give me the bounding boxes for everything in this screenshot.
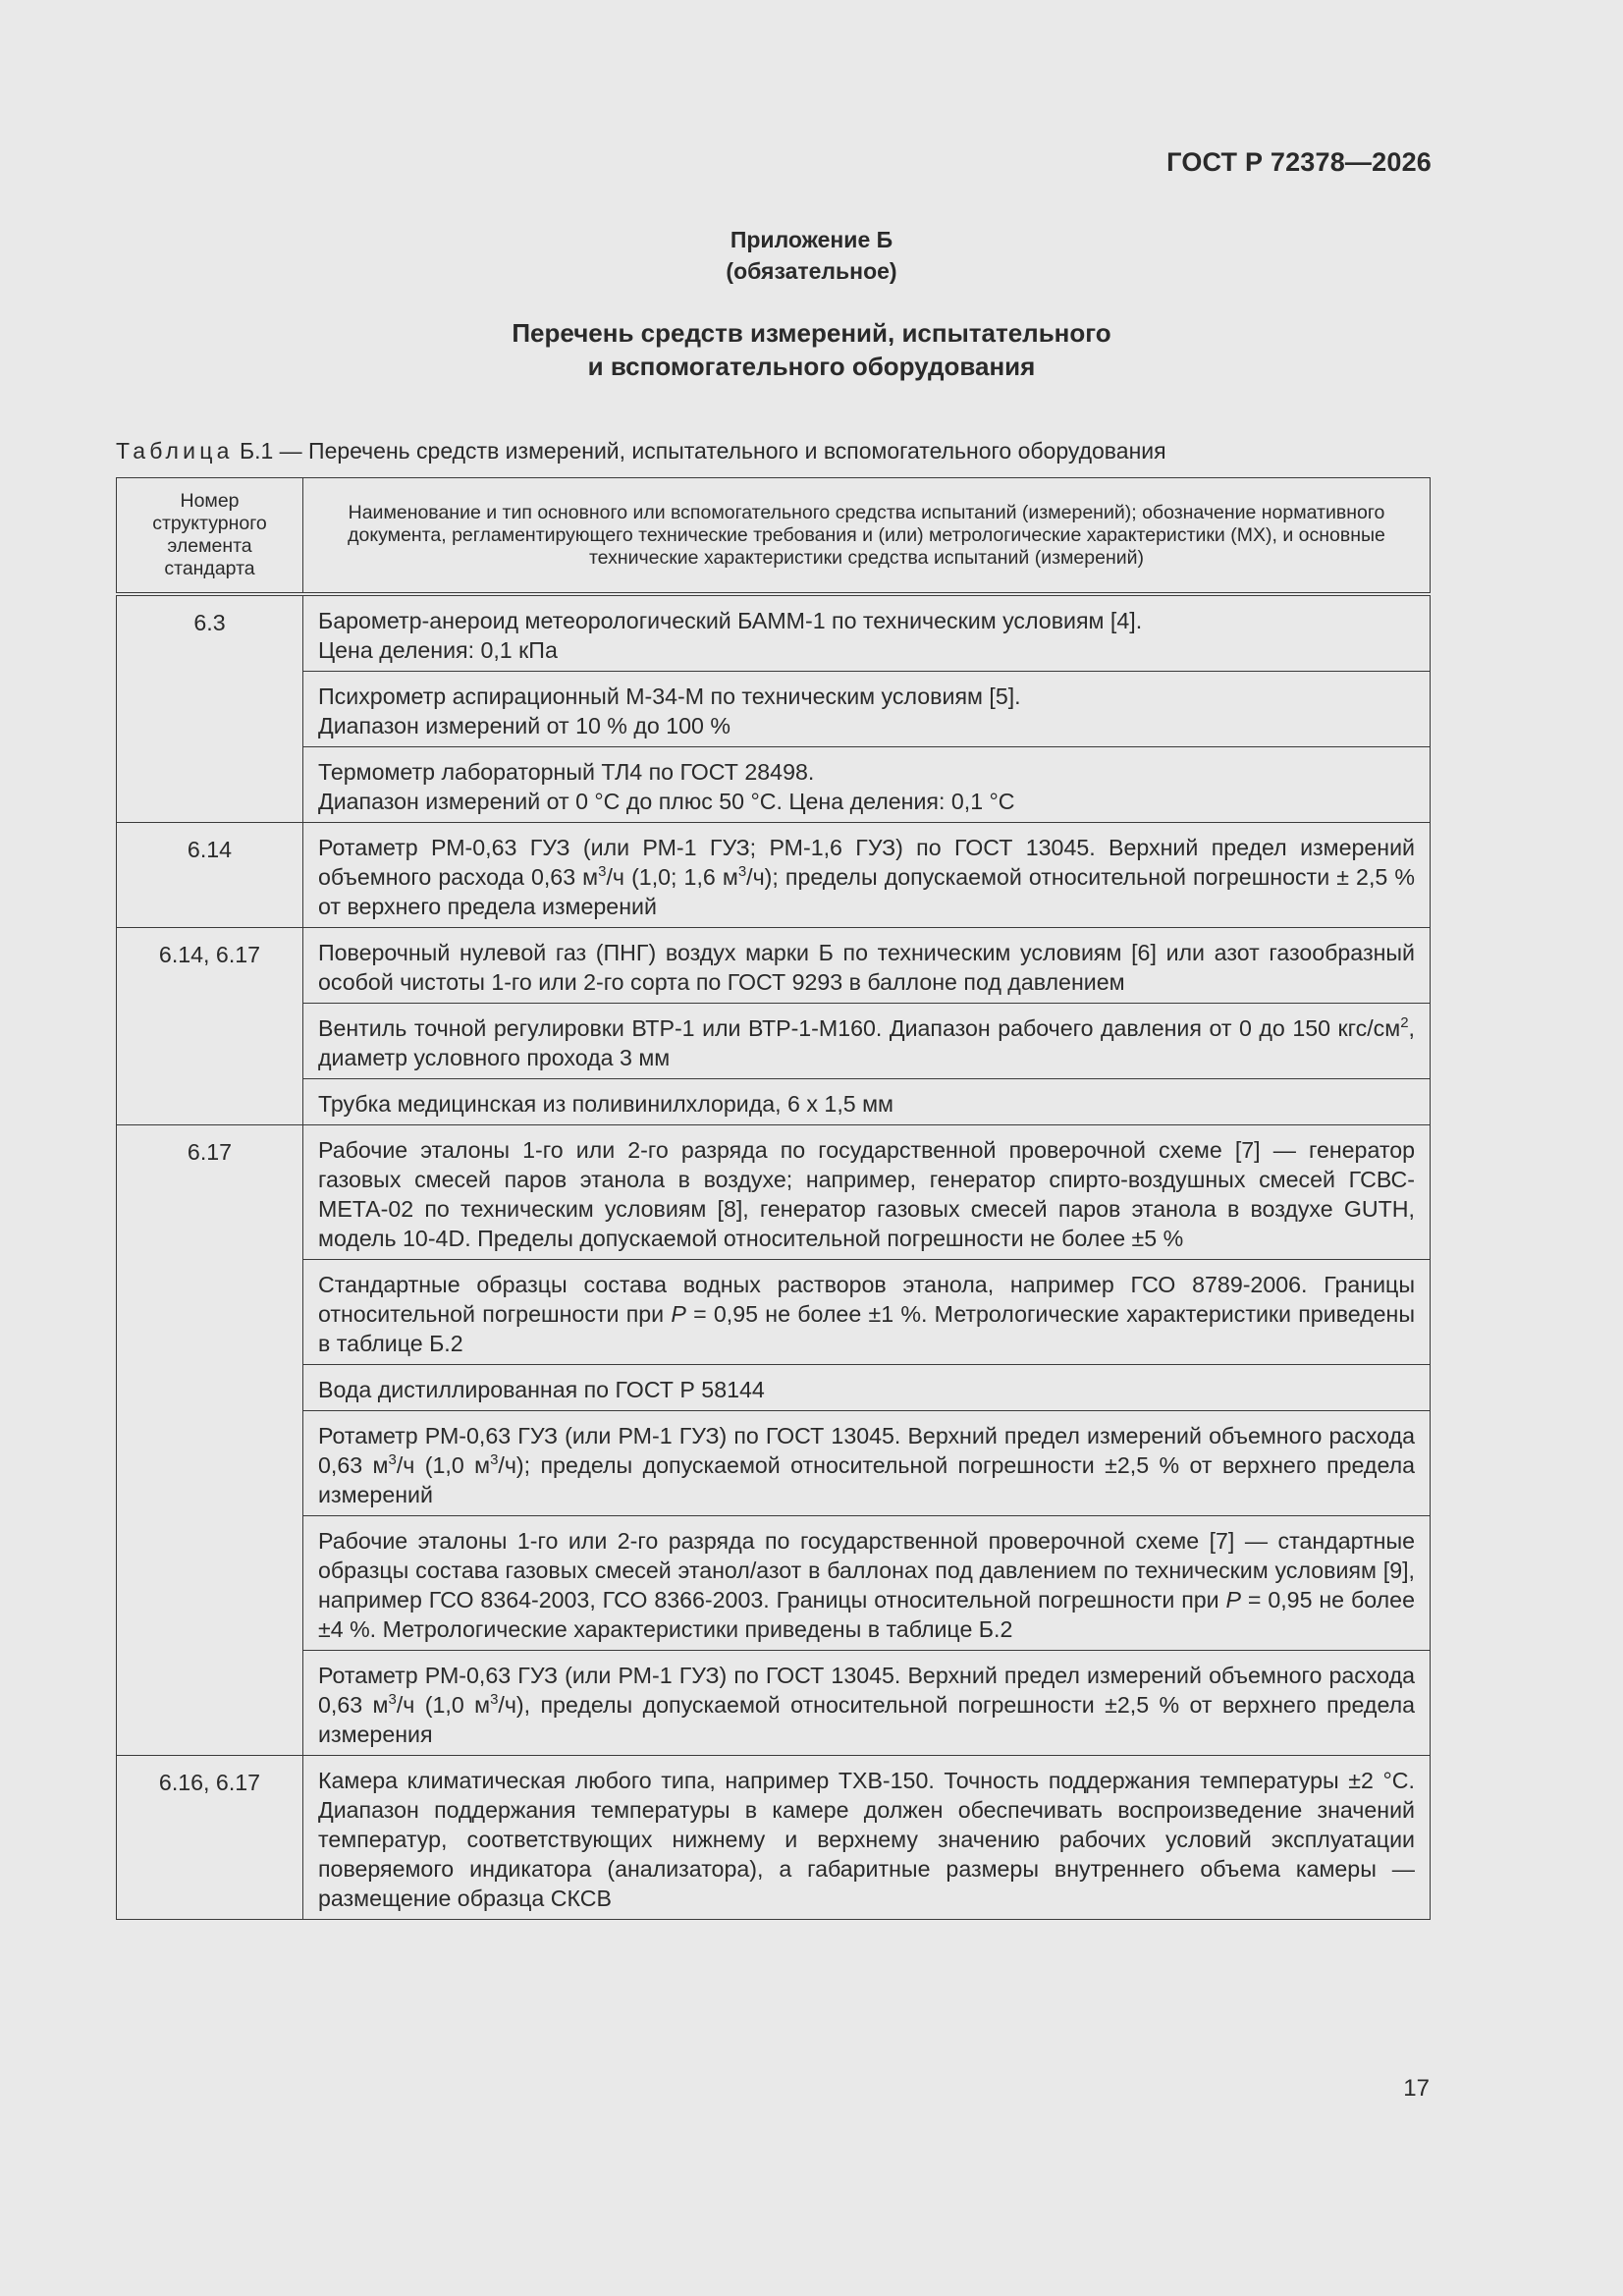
row-description-cell	[303, 1516, 1431, 1651]
description-line: Психрометр аспирационный М-34-М по техническим условиям [5].	[318, 683, 1021, 709]
superscript: 3	[598, 863, 607, 880]
table-row	[117, 594, 1431, 672]
superscript: 3	[490, 1691, 499, 1708]
row-description-cell	[303, 1004, 1431, 1079]
row-description-cell: Трубка медицинская из поливинилхлорида, 6 х 1,5 мм	[303, 1079, 1431, 1125]
row-description-cell	[303, 1651, 1431, 1756]
table-header-row	[117, 478, 1431, 595]
description-text: /ч (1,0; 1,6 м	[606, 864, 738, 890]
row-number-cell: 6.14	[117, 823, 303, 928]
table-row	[117, 1651, 1431, 1756]
table-row	[117, 1260, 1431, 1365]
description-line: Барометр-анероид метеорологический БАММ-1 по техническим условиям [4].	[318, 608, 1143, 633]
appendix-heading	[0, 224, 1623, 287]
description-line: Диапазон измерений от 0 °С до плюс 50 °С. Цена деления: 0,1 °С	[318, 789, 1015, 814]
row-description-cell: Поверочный нулевой газ (ПНГ) воздух марки Б по техническим условиям [6] или азот газообразный особой чистоты 1-го или 2-го сорта по ГОСТ 9293 в баллоне под давлением	[303, 928, 1431, 1004]
row-description-cell	[303, 594, 1431, 672]
row-description-cell: Рабочие эталоны 1-го или 2-го разряда по государственной проверочной схеме [7] — генератор газовых смесей паров этанола в воздухе; например, генератор спирто-воздушных смесей ГСВС-МЕТА-02 по техническим условиям [8], генератор газовых смесей паров этанола в воздухе GUTH, модель 10-4D. Пределы допускаемой относительной погрешности не более ±5 %	[303, 1125, 1431, 1260]
table-row	[117, 928, 1431, 1004]
appendix-title-line-2: и вспомогательного оборудования	[587, 352, 1036, 381]
row-description-cell	[303, 1411, 1431, 1516]
table-row	[117, 747, 1431, 823]
description-text: /ч (1,0 м	[396, 1452, 491, 1478]
appendix-status: (обязательное)	[726, 258, 897, 284]
description-text: = 0,95 не более ±4 %. Метрологические характеристики приведены в таблице Б.2	[318, 1587, 1415, 1642]
row-description-cell: Вода дистиллированная по ГОСТ Р 58144	[303, 1365, 1431, 1411]
superscript: 3	[388, 1451, 397, 1468]
row-number-cell: 6.14, 6.17	[117, 928, 303, 1125]
table-caption-text: Б.1 — Перечень средств измерений, испытательного и вспомогательного оборудования	[233, 438, 1166, 464]
description-text: = 0,95 не более ±1 %. Метрологические характеристики приведены в таблице Б.2	[318, 1301, 1415, 1356]
table-row	[117, 1411, 1431, 1516]
description-line: Термометр лабораторный ТЛ4 по ГОСТ 28498.	[318, 759, 815, 785]
row-number-cell: 6.16, 6.17	[117, 1756, 303, 1920]
superscript: 3	[388, 1691, 397, 1708]
description-text: Вентиль точной регулировки ВТР-1 или ВТР-1-М160. Диапазон рабочего давления от 0 до 150 кгс/см	[318, 1015, 1401, 1041]
table-row	[117, 1756, 1431, 1920]
row-description-cell	[303, 747, 1431, 823]
description-text: Ротаметр РМ-0,63 ГУЗ (или РМ-1 ГУЗ; РМ-1,6 ГУЗ) по ГОСТ 13045. Верхний предел измерений объемного расхода 0,63 м	[318, 835, 1415, 890]
table-row	[117, 823, 1431, 928]
appendix-title	[0, 316, 1623, 383]
column-header-number: Номер структурного элемента стандарта	[117, 478, 303, 595]
superscript: 2	[1400, 1014, 1409, 1031]
description-text: /ч (1,0 м	[396, 1692, 491, 1718]
description-text: Ротаметр РМ-0,63 ГУЗ (или РМ-1 ГУЗ) по ГОСТ 13045. Верхний предел измерений объемного расхода 0,63 м	[318, 1423, 1415, 1478]
row-description-cell	[303, 823, 1431, 928]
description-text: , диаметр условного прохода 3 мм	[318, 1015, 1415, 1070]
table-row	[117, 672, 1431, 747]
row-description-cell	[303, 1260, 1431, 1365]
appendix-title-line-1: Перечень средств измерений, испытательного	[512, 318, 1111, 348]
table-caption	[116, 436, 1166, 465]
probability-symbol: Р	[671, 1301, 686, 1327]
table-caption-lead: Таблица	[116, 438, 234, 464]
row-number-cell: 6.3	[117, 594, 303, 823]
column-header-description: Наименование и тип основного или вспомогательного средства испытаний (измерений); обозначение нормативного документа, регламентирующего технические требования и (или) метрологические характеристики (МХ), и основные технические характеристики средства испытаний (измерений)	[303, 478, 1431, 595]
description-text: Ротаметр РМ-0,63 ГУЗ (или РМ-1 ГУЗ) по ГОСТ 13045. Верхний предел измерений объемного расхода 0,63 м	[318, 1663, 1415, 1718]
description-text: /ч), пределы допускаемой относительной погрешности ±2,5 % от верхнего предела измерения	[318, 1692, 1415, 1747]
description-text: Рабочие эталоны 1-го или 2-го разряда по государственной проверочной схеме [7] — стандартные образцы состава газовых смесей этанол/азот в баллонах под давлением по техническим условиям [9], например ГСО 8364-2003, ГСО 8366-2003. Границы относительной погрешности при	[318, 1528, 1415, 1613]
table-row	[117, 1079, 1431, 1125]
table-row	[117, 1004, 1431, 1079]
superscript: 3	[490, 1451, 499, 1468]
page-number: 17	[1403, 2075, 1430, 2102]
row-description-cell: Камера климатическая любого типа, например ТХВ-150. Точность поддержания температуры ±2 °С. Диапазон поддержания температуры в камере должен обеспечивать воспроизведение значений температур, соответствующих нижнему и верхнему значению рабочих условий эксплуатации поверяемого индикатора (анализатора), а габаритные размеры внутреннего объема камеры — размещение образца СКСВ	[303, 1756, 1431, 1920]
document-code: ГОСТ Р 72378—2026	[1166, 147, 1432, 177]
appendix-label: Приложение Б	[730, 227, 893, 252]
description-text: /ч); пределы допускаемой относительной погрешности ± 2,5 % от верхнего предела измерений	[318, 864, 1415, 919]
description-text: Стандартные образцы состава водных растворов этанола, например ГСО 8789-2006. Границы относительной погрешности при	[318, 1272, 1415, 1327]
superscript: 3	[737, 863, 747, 880]
row-number-cell: 6.17	[117, 1125, 303, 1756]
table-row	[117, 1516, 1431, 1651]
probability-symbol: Р	[1225, 1587, 1241, 1613]
row-description-cell	[303, 672, 1431, 747]
table-row	[117, 1365, 1431, 1411]
description-line: Диапазон измерений от 10 % до 100 %	[318, 713, 730, 738]
table-row	[117, 1125, 1431, 1260]
equipment-table	[116, 477, 1431, 1920]
description-text: /ч); пределы допускаемой относительной погрешности ±2,5 % от верхнего предела измерений	[318, 1452, 1415, 1507]
description-line: Цена деления: 0,1 кПа	[318, 637, 558, 663]
